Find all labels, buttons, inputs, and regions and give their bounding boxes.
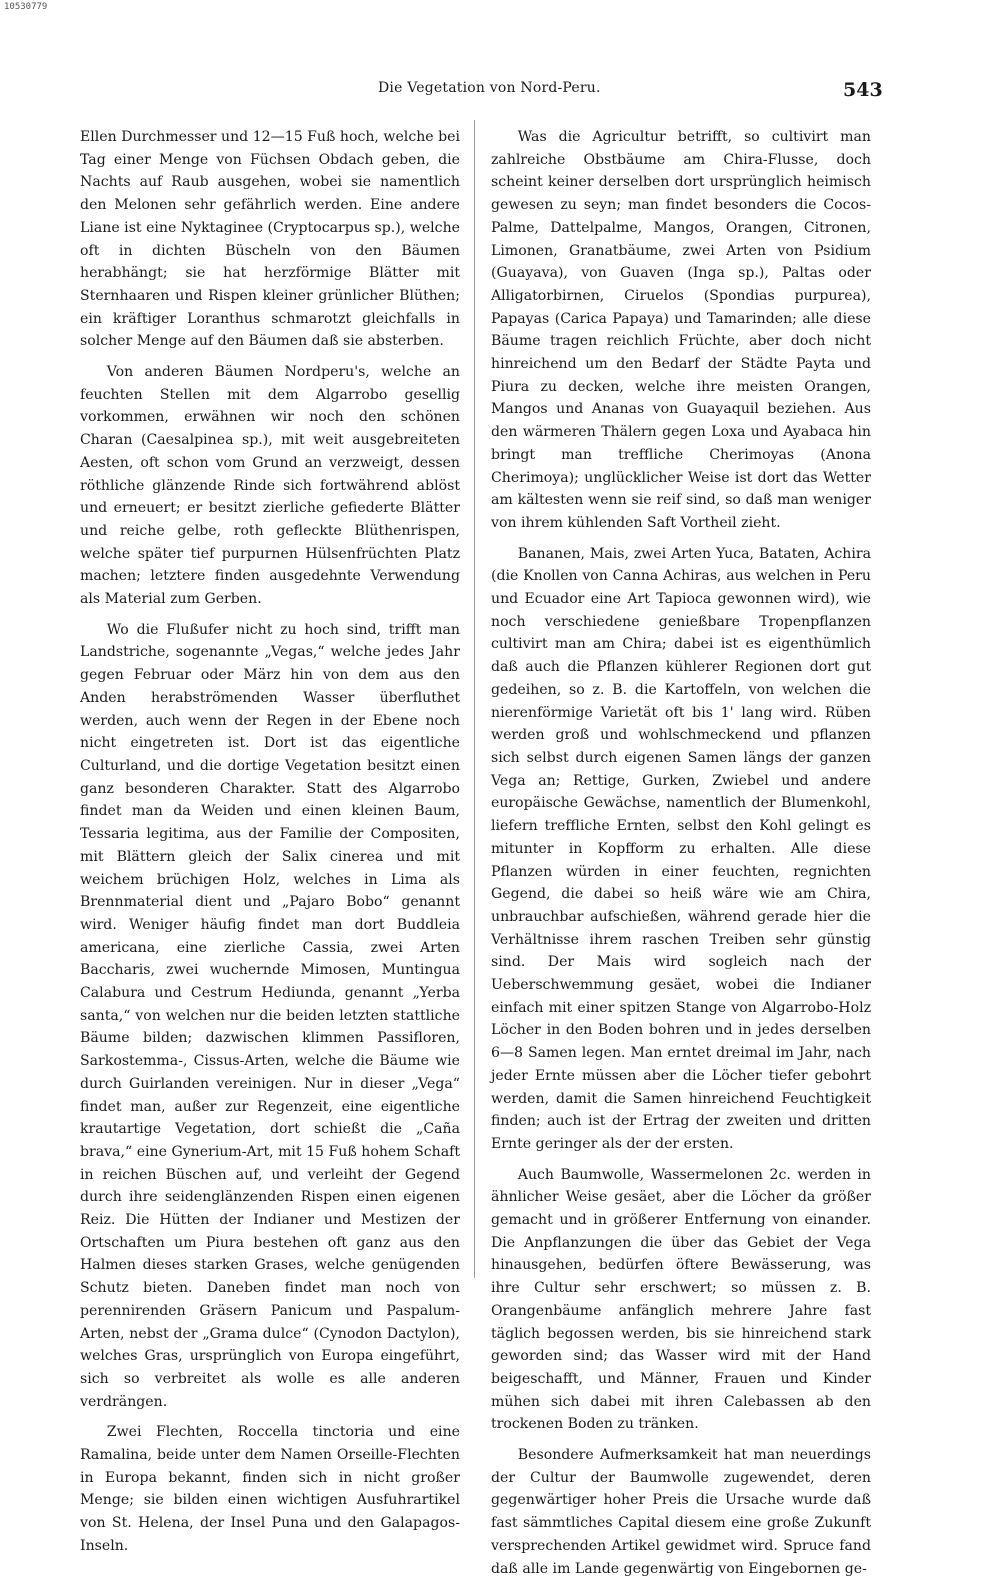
paragraph: Zwei Flechten, Roccella tinctoria und eine Ramalina, beide unter dem Namen Orseille-Flechten in Europa bekannt, finden sich in nicht großer Menge; sie bilden einen wichtigen Ausfuhrartikel von St. Helena, der Insel Puna und den Galapagos-Inseln. <box>80 1424 460 1554</box>
left-column <box>80 126 460 1566</box>
paragraph: Was die Agricultur betrifft, so cultivirt man zahlreiche Obstbäume am Chira-Flusse, doch scheint keiner derselben dort ursprünglich heimisch gewesen zu seyn; man findet besonders die Cocos-Palme, Dattelpalme, Mangos, Orangen, Citronen, Limonen, Granatbäume, zwei Arten von Psidium (Guayava), von Guaven (Inga sp.), Paltas oder Alligatorbirnen, Ciruelos (Spondias purpurea), Papayas (Carica Papaya) und Tamarinden; alle diese Bäume tragen reichlich Früchte, aber doch nicht hinreichend um den Bedarf der Städte Payta und Piura zu decken, welche ihre meisten Orangen, Mangos und Ananas von Guayaquil beziehen. Aus den wärmeren Thälern gegen Loxa und Ayabaca hin bringt man treffliche Cherimoyas (Anona Cherimoya); unglücklicher Weise ist dort das Wetter am kältesten wenn sie reif sind, so daß man weniger von ihrem kühlenden Saft Vortheil zieht. <box>491 129 871 531</box>
right-column <box>491 126 871 1588</box>
running-title: Die Vegetation von Nord-Peru. <box>378 80 601 96</box>
paragraph: Besondere Aufmerksamkeit hat man neuerdings der Cultur der Baumwolle zugewendet, deren gegenwärtiger hoher Preis die Ursache wurde daß fast sämmtliches Capital diesem eine große Zukunft versprechenden Artikel gewidmet wird. Spruce fand daß alle im Lande gegenwärtig von Eingebornen ge- <box>491 1447 871 1577</box>
paragraph: Von anderen Bäumen Nordperu's, welche an feuchten Stellen mit dem Algarrobo gesellig vorkommen, erwähnen wir noch den schönen Charan (Caesalpinea sp.), mit weit ausgebreiteten Aesten, oft schon vom Grund an verzweigt, dessen röthliche glänzende Rinde sich fortwährend ablöst und erneuert; er besitzt zierliche gefiederte Blätter und reiche gelbe, roth gefleckte Blüthenrispen, welche später tief purpurnen Hülsenfrüchten Platz machen; letztere finden ausgedehnte Verwendung als Material zum Gerben. <box>80 364 460 608</box>
paragraph: Auch Baumwolle, Wassermelonen 2c. werden in ähnlicher Weise gesäet, aber die Löcher da größer gemacht und in größerer Entfernung von einander. Die Anpflanzungen die über das Gebiet der Vega hinausgehen, bedürfen öftere Bewässerung, was ihre Cultur sehr erschwert; so müssen z. B. Orangenbäume anfänglich mehrere Jahre fast täglich begossen werden, bis sie hinreichend stark geworden sind; das Wasser wird mit der Hand beigeschafft, und Männer, Frauen und Kinder mühen sich dabei mit ihren Calebassen ab den trockenen Boden zu tränken. <box>491 1166 871 1433</box>
scan-id: 10530779 <box>4 2 48 12</box>
paragraph: Bananen, Mais, zwei Arten Yuca, Bataten, Achira (die Knollen von Canna Achiras, aus welchen in Peru und Ecuador eine Art Tapioca gewonnen wird), wie noch verschiedene genießbare Tropenpflanzen cultivirt man am Chira; dabei ist es eigenthümlich daß auch die Pflanzen kühlerer Regionen dort gut gedeihen, so z. B. die Kartoffeln, von welchen die nierenförmige Varietät oft bis 1' lang wird. Rüben werden groß und wohlschmeckend und pflanzen sich selbst durch eigenen Samen längs der ganzen Vega an; Rettige, Gurken, Zwiebel und andere europäische Gewächse, namentlich der Blumenkohl, liefern treffliche Ernten, selbst den Kohl gelingt es mitunter in Kopfform zu erhalten. Alle diese Pflanzen würden in einer feuchten, regnichten Gegend, die dabei so heiß wäre wie am Chira, unbrauchbar aufschießen, während gerade hier die Verhältnisse ihrem raschen Treiben sehr günstig sind. Der Mais wird sogleich nach der Ueberschwemmung gesäet, wobei die Indianer einfach mit einer spitzen Stange von Algarrobo-Holz Löcher in den Boden bohren und in jedes derselben 6—8 Samen legen. Man erntet dreimal im Jahr, nach jeder Ernte müssen aber die Löcher tiefer gebohrt werden, damit die Samen hinreichend Feuchtigkeit finden; auch ist der Ertrag der zweiten und dritten Ernte geringer als der der ersten. <box>491 545 871 1152</box>
paragraph: Ellen Durchmesser und 12—15 Fuß hoch, welche bei Tag einer Menge von Füchsen Obdach geben, die Nachts auf Raub ausgehen, wobei sie namentlich den Melonen sehr gefährlich werden. Eine andere Liane ist eine Nyktaginee (Cryptocarpus sp.), welche oft in dichten Büscheln von den Bäumen herabhängt; sie hat herzförmige Blätter mit Sternhaaren und Rispen kleiner grünlicher Blüthen; ein kräftiger Loranthus schmarotzt gleichfalls in solcher Menge auf den Bäumen daß sie absterben. <box>80 129 460 350</box>
column-divider <box>474 120 475 1278</box>
paragraph: Wo die Flußufer nicht zu hoch sind, trifft man Landstriche, sogenannte „Vegas,“ welche jedes Jahr gegen Februar oder März hin von dem aus den Anden herabströmenden Wasser überfluthet werden, auch wenn der Regen in der Ebene noch nicht eingetreten ist. Dort ist das eigentliche Culturland, und die dortige Vegetation besitzt einen ganz besonderen Charakter. Statt des Algarrobo findet man da Weiden und einen kleinen Baum, Tessaria legitima, aus der Familie der Compositen, mit Blättern gleich der Salix cinerea und mit weichem brüchigen Holz, welches in Lima als Brennmaterial dient und „Pajaro Bobo“ genannt wird. Weniger häufig findet man dort Buddleia americana, eine zierliche Cassia, zwei Arten Baccharis, zwei wuchernde Mimosen, Muntingua Calabura und Cestrum Hediunda, genannt „Yerba santa,“ von welchen nur die beiden letzten stattliche Bäume bilden; dazwischen klimmen Passifloren, Sarkostemma-, Cissus-Arten, welche die Bäume wie durch Guirlanden vereinigen. Nur in dieser „Vega“ findet man, außer zur Regenzeit, eine eigentliche krautartige Vegetation, dort schießt die „Caña brava,“ eine Gynerium-Art, mit 15 Fuß hohem Schaft in reichen Büschen auf, und verleiht der Gegend durch ihre seidenglänzenden Rispen einen eigenen Reiz. Die Hütten der Indianer und Mestizen der Ortschaften um Piura bestehen oft ganz aus den Halmen dieses starken Grases, welche genügenden Schutz bieten. Daneben findet man noch von perennirenden Gräsern Panicum und Paspalum-Arten, nebst der „Grama dulce“ (Cynodon Dactylon), welches Gras, ursprünglich von Europa eingeführt, sich so verbreitet als wolle es alle anderen verdrängen. <box>80 621 460 1410</box>
page-number: 543 <box>843 79 883 101</box>
